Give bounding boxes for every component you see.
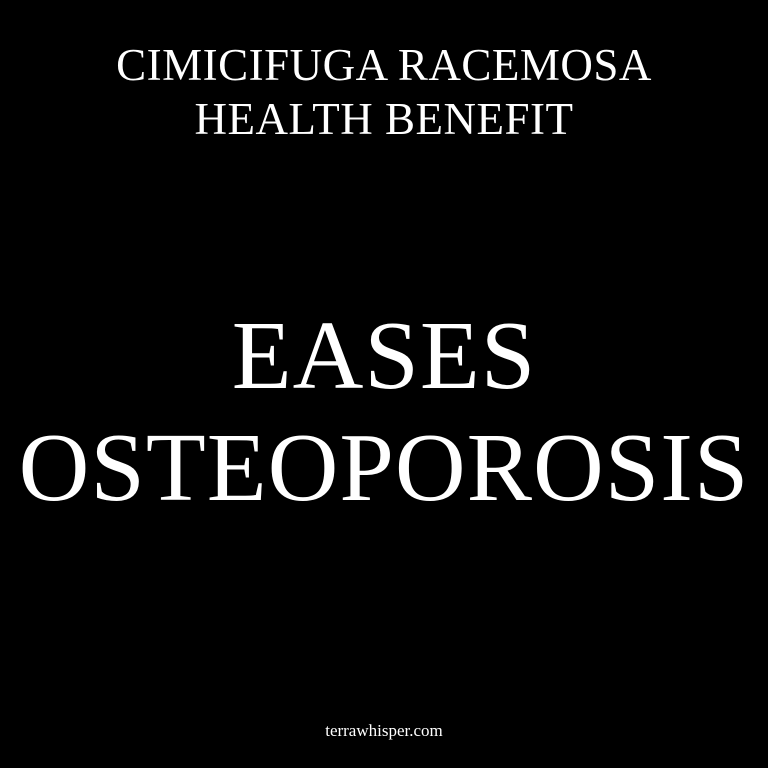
headline-line-verb: EASES xyxy=(231,302,537,410)
headline-line-condition: OSTEOPOROSIS xyxy=(18,414,750,522)
subtitle-line-label: HEALTH BENEFIT xyxy=(194,94,574,144)
subtitle xyxy=(0,38,768,146)
subtitle-line-plant-name: CIMICIFUGA RACEMOSA xyxy=(116,40,652,90)
headline xyxy=(0,300,768,524)
footer-site: terrawhisper.com xyxy=(325,721,443,740)
